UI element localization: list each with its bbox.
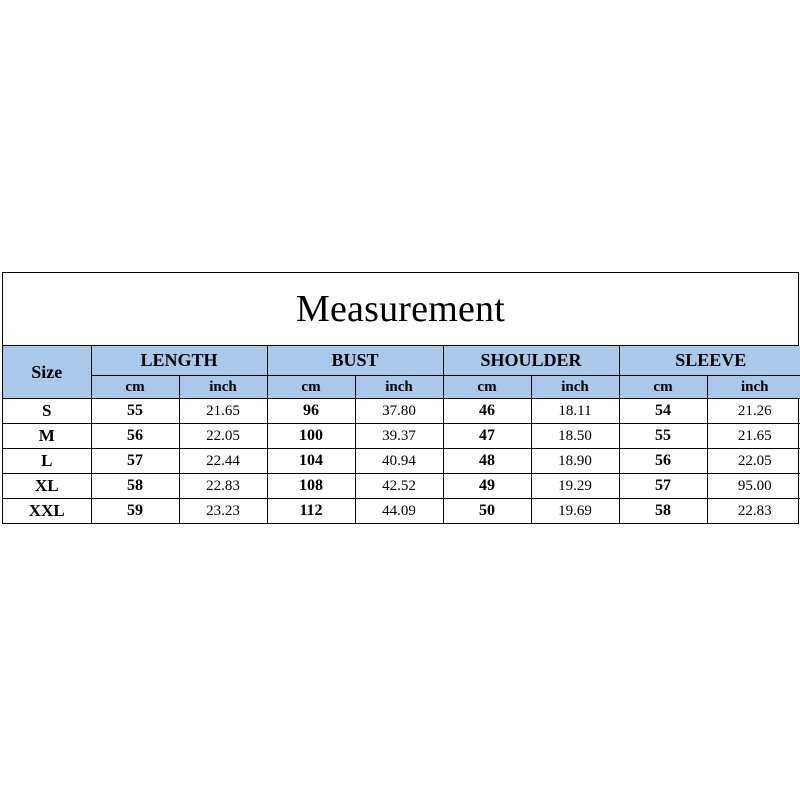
unit-header-row: [3, 376, 800, 399]
length-inch-cell: 22.44: [179, 449, 267, 474]
length-inch-cell: 21.65: [179, 399, 267, 424]
size-table: [3, 346, 800, 523]
sleeve-inch-cell: 22.05: [707, 449, 800, 474]
size-cell: XL: [3, 474, 91, 499]
unit-header-inch: inch: [355, 376, 443, 399]
group-header-length: LENGTH: [91, 346, 267, 376]
sleeve-inch-cell: 22.83: [707, 499, 800, 524]
bust-cm-cell: 104: [267, 449, 355, 474]
table-header: [3, 346, 800, 399]
unit-header-inch: inch: [179, 376, 267, 399]
length-inch-cell: 22.05: [179, 424, 267, 449]
bust-cm-cell: 112: [267, 499, 355, 524]
unit-header-cm: cm: [91, 376, 179, 399]
shoulder-inch-cell: 19.29: [531, 474, 619, 499]
size-column-header: Size: [3, 346, 91, 399]
length-cm-cell: 56: [91, 424, 179, 449]
measurement-chart: [2, 272, 799, 524]
length-cm-cell: 55: [91, 399, 179, 424]
unit-header-cm: cm: [267, 376, 355, 399]
sleeve-inch-cell: 21.26: [707, 399, 800, 424]
shoulder-cm-cell: 47: [443, 424, 531, 449]
sleeve-cm-cell: 58: [619, 499, 707, 524]
shoulder-inch-cell: 18.50: [531, 424, 619, 449]
table-body: [3, 399, 800, 524]
unit-header-cm: cm: [443, 376, 531, 399]
title-bar: [3, 273, 798, 346]
sleeve-inch-cell: 95.00: [707, 474, 800, 499]
table-row: [3, 449, 800, 474]
sleeve-cm-cell: 57: [619, 474, 707, 499]
table-row: [3, 474, 800, 499]
bust-cm-cell: 100: [267, 424, 355, 449]
sleeve-cm-cell: 55: [619, 424, 707, 449]
sleeve-inch-cell: 21.65: [707, 424, 800, 449]
length-cm-cell: 58: [91, 474, 179, 499]
shoulder-inch-cell: 18.11: [531, 399, 619, 424]
table-row: [3, 399, 800, 424]
page-title: Measurement: [295, 288, 505, 330]
shoulder-cm-cell: 49: [443, 474, 531, 499]
size-cell: XXL: [3, 499, 91, 524]
bust-inch-cell: 40.94: [355, 449, 443, 474]
sleeve-cm-cell: 54: [619, 399, 707, 424]
group-header-bust: BUST: [267, 346, 443, 376]
table-row: [3, 499, 800, 524]
bust-inch-cell: 44.09: [355, 499, 443, 524]
shoulder-cm-cell: 48: [443, 449, 531, 474]
table-row: [3, 424, 800, 449]
size-cell: S: [3, 399, 91, 424]
size-cell: L: [3, 449, 91, 474]
length-cm-cell: 57: [91, 449, 179, 474]
shoulder-inch-cell: 18.90: [531, 449, 619, 474]
group-header-shoulder: SHOULDER: [443, 346, 619, 376]
shoulder-cm-cell: 50: [443, 499, 531, 524]
length-cm-cell: 59: [91, 499, 179, 524]
size-cell: M: [3, 424, 91, 449]
unit-header-inch: inch: [531, 376, 619, 399]
group-header-sleeve: SLEEVE: [619, 346, 800, 376]
unit-header-inch: inch: [707, 376, 800, 399]
length-inch-cell: 23.23: [179, 499, 267, 524]
shoulder-inch-cell: 19.69: [531, 499, 619, 524]
bust-inch-cell: 39.37: [355, 424, 443, 449]
bust-inch-cell: 37.80: [355, 399, 443, 424]
group-header-row: [3, 346, 800, 376]
bust-inch-cell: 42.52: [355, 474, 443, 499]
bust-cm-cell: 108: [267, 474, 355, 499]
sleeve-cm-cell: 56: [619, 449, 707, 474]
length-inch-cell: 22.83: [179, 474, 267, 499]
bust-cm-cell: 96: [267, 399, 355, 424]
shoulder-cm-cell: 46: [443, 399, 531, 424]
unit-header-cm: cm: [619, 376, 707, 399]
